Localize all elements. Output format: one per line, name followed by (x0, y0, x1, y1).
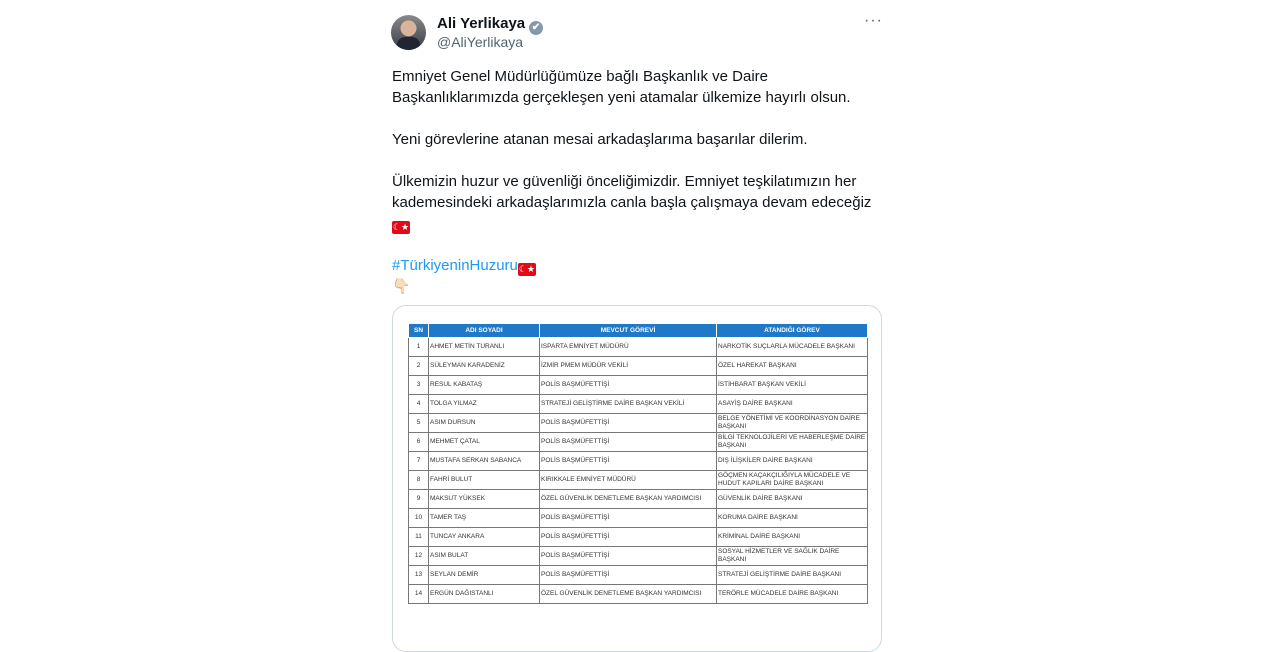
table-cell: 7 (409, 452, 429, 471)
table-cell: SOSYAL HİZMETLER VE SAĞLIK DAİRE BAŞKANI (717, 547, 868, 566)
table-cell: AHMET METİN TURANLI (429, 338, 540, 357)
table-cell: 8 (409, 471, 429, 490)
author-name[interactable]: Ali Yerlikaya ✔ (437, 15, 543, 35)
table-row (409, 357, 868, 376)
table-cell: 1 (409, 338, 429, 357)
table-row (409, 490, 868, 509)
table-row (409, 471, 868, 490)
table-cell: MUSTAFA SERKAN SABANCA (429, 452, 540, 471)
table-row (409, 433, 868, 452)
table-cell: POLİS BAŞMÜFETTİŞİ (540, 452, 717, 471)
column-header: ATANDIĞI GÖREV (717, 324, 868, 338)
tweet-paragraph: Yeni görevlerine atanan mesai arkadaşlarıma başarılar dilerim. (392, 131, 808, 148)
table-cell: ÖZEL HAREKAT BAŞKANI (717, 357, 868, 376)
table-cell: ISPARTA EMNİYET MÜDÜRÜ (540, 338, 717, 357)
table-cell: 2 (409, 357, 429, 376)
table-cell: POLİS BAŞMÜFETTİŞİ (540, 566, 717, 585)
table-cell: GÖÇMEN KAÇAKÇILIĞIYLA MÜCADELE VE HUDUT KAPILARI DAİRE BAŞKANI (717, 471, 868, 490)
table-cell: GÜVENLİK DAİRE BAŞKANI (717, 490, 868, 509)
tweet-text (392, 66, 882, 318)
table-cell: TUNCAY ANKARA (429, 528, 540, 547)
table-row (409, 395, 868, 414)
table-row (409, 547, 868, 566)
table-row (409, 566, 868, 585)
table-cell: ASIM DURSUN (429, 414, 540, 433)
table-cell: 10 (409, 509, 429, 528)
table-row (409, 585, 868, 604)
table-cell: POLİS BAŞMÜFETTİŞİ (540, 509, 717, 528)
table-row (409, 414, 868, 433)
table-row (409, 528, 868, 547)
table-cell: ERGÜN DAĞISTANLI (429, 585, 540, 604)
table-cell: BELGE YÖNETİMİ VE KOORDİNASYON DAİRE BAŞKANI (717, 414, 868, 433)
tweet-paragraph: Ülkemizin huzur ve güvenliği önceliğimizdir. Emniyet teşkilatımızın her kademesindeki arkadaşlarımızla canla başla çalışmaya devam edeceğiz ☾★ (392, 173, 872, 232)
table-cell: DIŞ İLİŞKİLER DAİRE BAŞKANI (717, 452, 868, 471)
column-header: SN (409, 324, 429, 338)
pointing-down-icon: 👇🏻 (392, 278, 411, 295)
table-cell: BİLGİ TEKNOLOJİLERİ VE HABERLEŞME DAİRE BAŞKANI (717, 433, 868, 452)
table-cell: 6 (409, 433, 429, 452)
tweet-paragraph: Emniyet Genel Müdürlüğümüze bağlı Başkanlık ve Daire Başkanlıklarımızda gerçekleşen yeni atamalar ülkemize hayırlı olsun. (392, 68, 851, 106)
table-cell: 11 (409, 528, 429, 547)
table-cell: SÜLEYMAN KARADENİZ (429, 357, 540, 376)
table-cell: TERÖRLE MÜCADELE DAİRE BAŞKANI (717, 585, 868, 604)
verified-badge-icon: ✔ (529, 21, 543, 35)
table-cell: MEHMET ÇATAL (429, 433, 540, 452)
table-cell: POLİS BAŞMÜFETTİŞİ (540, 376, 717, 395)
table-cell: 4 (409, 395, 429, 414)
column-header: ADI SOYADI (429, 324, 540, 338)
table-cell: POLİS BAŞMÜFETTİŞİ (540, 528, 717, 547)
table-cell: ASIM BULAT (429, 547, 540, 566)
tweet-image[interactable] (392, 305, 882, 652)
table-cell: STRATEJİ GELİŞTİRME DAİRE BAŞKANI (717, 566, 868, 585)
column-header: MEVCUT GÖREVİ (540, 324, 717, 338)
table-cell: TAMER TAŞ (429, 509, 540, 528)
table-cell: KIRIKKALE EMNİYET MÜDÜRÜ (540, 471, 717, 490)
table-cell: STRATEJİ GELİŞTİRME DAİRE BAŞKAN VEKİLİ (540, 395, 717, 414)
table-cell: NARKOTİK SUÇLARLA MÜCADELE BAŞKANI (717, 338, 868, 357)
table-cell: POLİS BAŞMÜFETTİŞİ (540, 414, 717, 433)
table-cell: İSTİHBARAT BAŞKAN VEKİLİ (717, 376, 868, 395)
table-cell: ÖZEL GÜVENLİK DENETLEME BAŞKAN YARDIMCISI (540, 490, 717, 509)
table-cell: RESUL KABATAŞ (429, 376, 540, 395)
table-cell: ASAYİŞ DAİRE BAŞKANI (717, 395, 868, 414)
table-cell: 14 (409, 585, 429, 604)
table-cell: 5 (409, 414, 429, 433)
table-cell: İZMİR PMEM MÜDÜR VEKİLİ (540, 357, 717, 376)
table-cell: MAKSUT YÜKSEK (429, 490, 540, 509)
author-handle[interactable]: @AliYerlikaya (437, 34, 524, 50)
tweet-paragraph (392, 255, 882, 297)
table-cell: 13 (409, 566, 429, 585)
table-cell: POLİS BAŞMÜFETTİŞİ (540, 547, 717, 566)
table-cell: SEYLAN DEMİR (429, 566, 540, 585)
table-cell: KRİMİNAL DAİRE BAŞKANI (717, 528, 868, 547)
table-row (409, 338, 868, 357)
table-row (409, 452, 868, 471)
turkey-flag-icon: ☾★ (518, 264, 535, 274)
table-cell: 9 (409, 490, 429, 509)
table-cell: ÖZEL GÜVENLİK DENETLEME BAŞKAN YARDIMCISI (540, 585, 717, 604)
table-row (409, 376, 868, 395)
table-cell: POLİS BAŞMÜFETTİŞİ (540, 433, 717, 452)
hashtag-link[interactable]: #TürkiyeninHuzuru (392, 257, 518, 274)
table-row (409, 509, 868, 528)
table-cell: 3 (409, 376, 429, 395)
table-cell: TOLGA YILMAZ (429, 395, 540, 414)
table-cell: FAHRİ BULUT (429, 471, 540, 490)
more-options-icon[interactable]: ··· (864, 12, 883, 29)
appointments-table (408, 323, 868, 604)
table-cell: 12 (409, 547, 429, 566)
avatar[interactable] (391, 15, 426, 50)
turkey-flag-icon: ☾★ (392, 222, 410, 232)
table-cell: KORUMA DAİRE BAŞKANI (717, 509, 868, 528)
